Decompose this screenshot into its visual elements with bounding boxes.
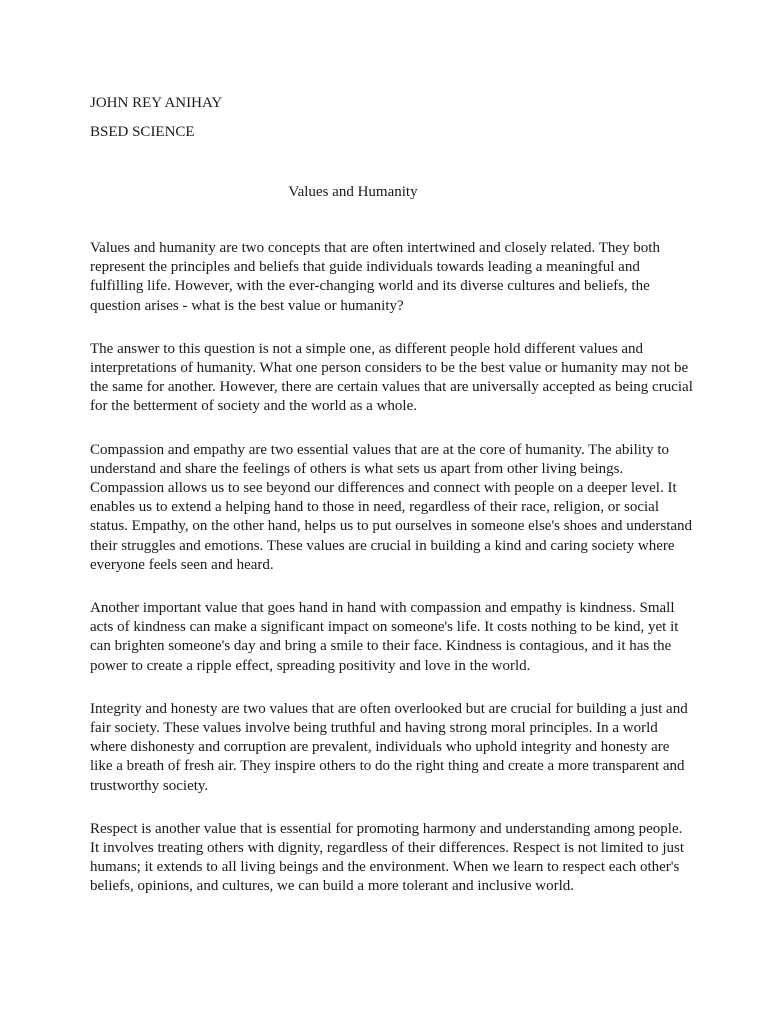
author-name: JOHN REY ANIHAY xyxy=(90,95,223,111)
document-body xyxy=(90,239,693,921)
paragraph: Integrity and honesty are two values that are often overlooked but are crucial for building a just and fair society. These values involve being truthful and having strong moral principles. In a world where dishonesty and corruption are prevalent, individuals who uphold integrity and honesty are like a breath of fresh air. They inspire others to do the right thing and create a more transparent and trustworthy society. xyxy=(90,700,688,794)
course-name: BSED SCIENCE xyxy=(90,124,195,140)
paragraph: The answer to this question is not a simple one, as different people hold different values and interpretations of humanity. What one person considers to be the best value or humanity may not be the same for another. However, there are certain values that are universally accepted as being crucial for the betterment of society and the world as a whole. xyxy=(90,340,693,415)
paragraph: Another important value that goes hand in hand with compassion and empathy is kindness. Small acts of kindness can make a significant impact on someone's life. It costs nothing to be kind, yet it can brighten someone's day and bring a smile to their face. Kindness is contagious, and it has the power to create a ripple effect, spreading positivity and love in the world. xyxy=(90,600,679,674)
paragraph: Values and humanity are two concepts that are often intertwined and closely related. They both represent the principles and beliefs that guide individuals towards leading a meaningful and fulfilling life. However, with the ever-changing world and its diverse cultures and beliefs, the question arises - what is the best value or humanity? xyxy=(90,240,660,314)
paragraph: Respect is another value that is essential for promoting harmony and understanding among people. It involves treating others with dignity, regardless of their differences. Respect is not limited to just humans; it extends to all living beings and the environment. When we learn to respect each other's beliefs, opinions, and cultures, we can build a more tolerant and inclusive world. xyxy=(90,820,685,895)
paragraph: Compassion and empathy are two essential values that are at the core of humanity. The ability to understand and share the feelings of others is what sets us apart from other living beings. Compassion allows us to see beyond our differences and connect with people on a deeper level. It enables us to extend a helping hand to those in need, regardless of their race, religion, or social status. Empathy, on the other hand, helps us to put ourselves in someone else's shoes and understand their struggles and emotions. These values are crucial in building a kind and caring society where everyone feels seen and heard. xyxy=(90,441,693,573)
document-title: Values and Humanity xyxy=(288,184,418,200)
